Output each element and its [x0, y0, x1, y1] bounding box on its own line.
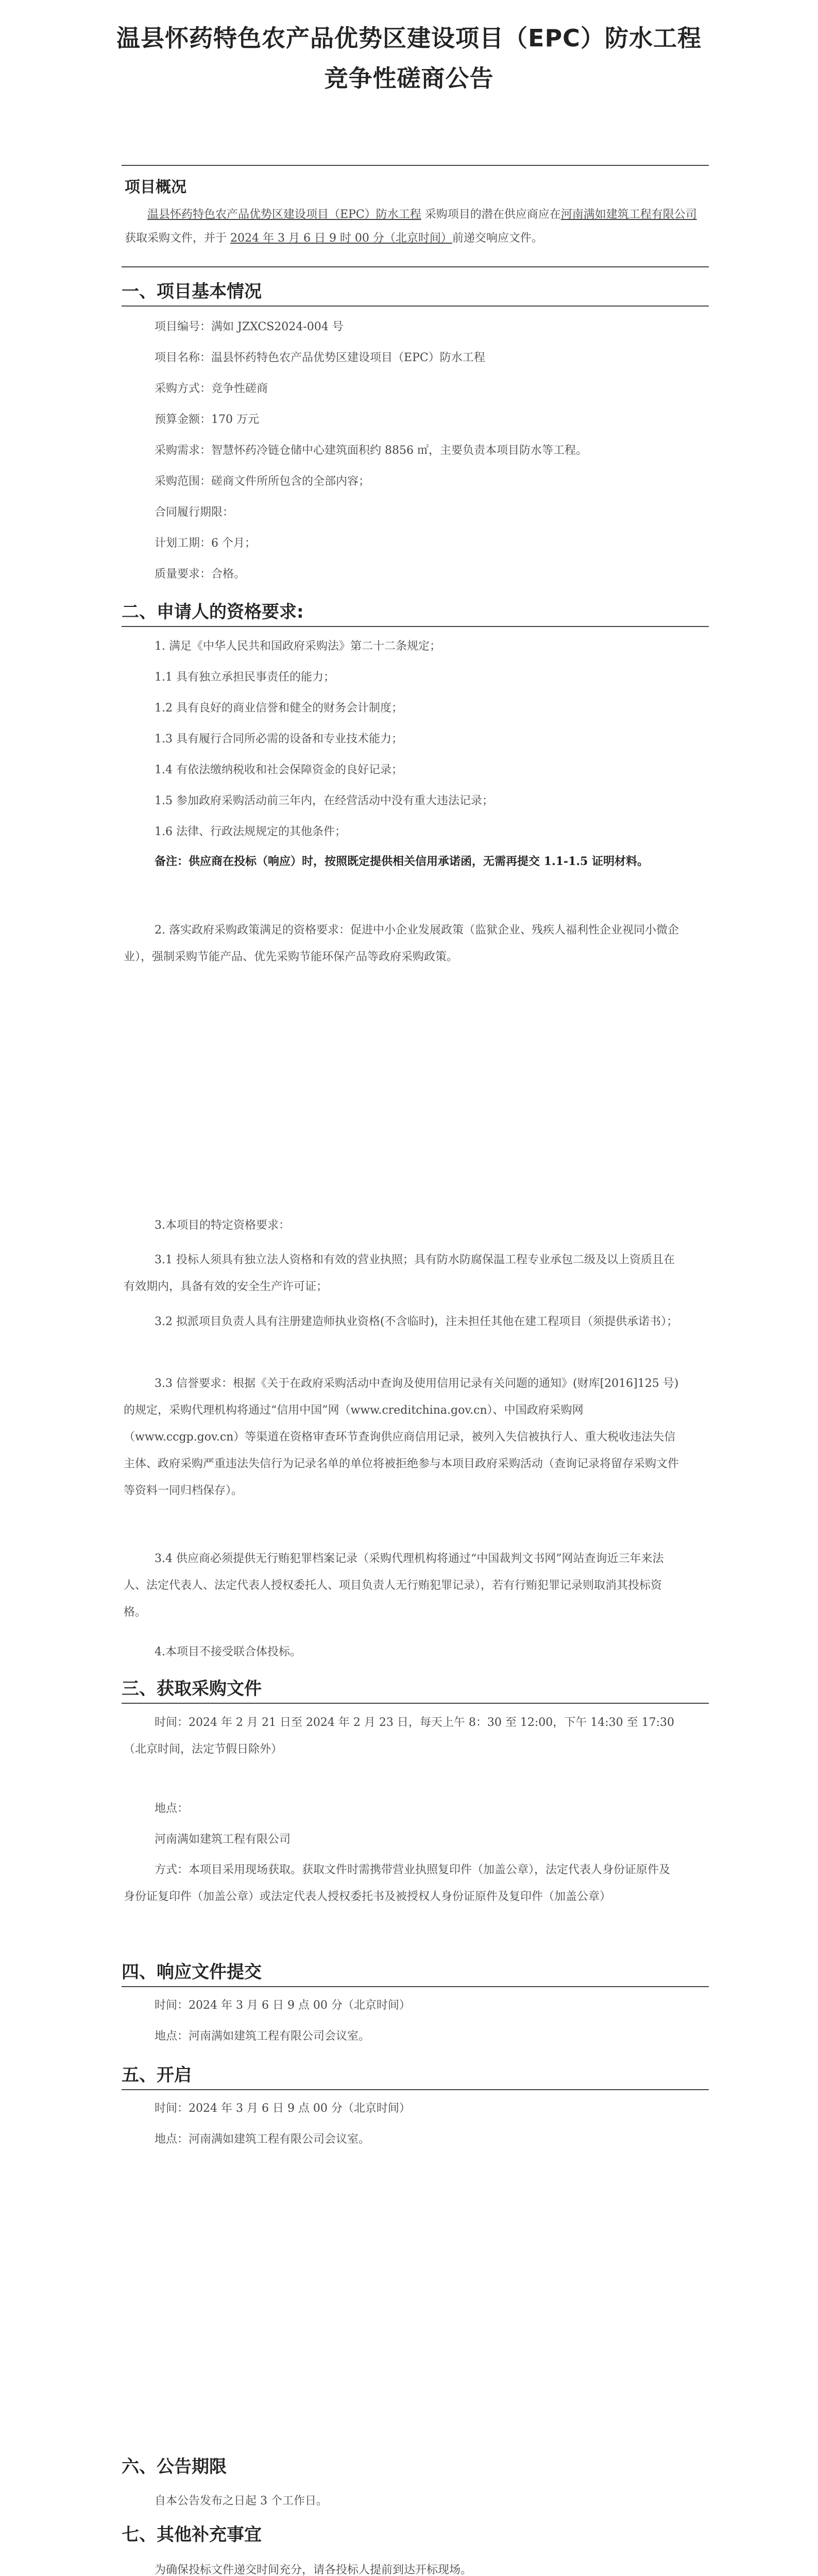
sec1-line: 项目名称：温县怀药特色农产品优势区建设项目（EPC）防水工程	[155, 351, 485, 364]
section-2-heading: 二、申请人的资格要求:	[122, 598, 709, 627]
sec1-line: 计划工期：6 个月；	[155, 537, 256, 550]
sec1-line: 项目编号：满如 JZXCS2024-004 号	[155, 320, 344, 333]
sec2-line: 1.4 有依法缴纳税收和社会保障资金的良好记录；	[155, 764, 403, 776]
overview-mid2: 获取采购文件，并于	[125, 232, 230, 245]
section-1-heading: 一、项目基本情况	[122, 277, 709, 307]
sec4-time: 时间：2024 年 3 月 6 日 9 点 00 分（北京时间）	[155, 1999, 411, 2012]
overview-deadline: 2024 年 3 月 6 日 9 时 00 分（北京时间）	[230, 232, 452, 245]
sec2-p4: 4.本项目不接受联合体投标。	[155, 1646, 301, 1658]
overview-end: 前递交响应文件。	[452, 232, 543, 245]
sec2-p31: 3.1 投标人须具有独立法人资格和有效的营业执照；具有防水防腐保温工程专业承包二级及以上资质且在有效期内，具备有效的安全生产许可证；	[124, 1253, 675, 1293]
sec1-line: 采购需求：智慧怀药冷链仓储中心建筑面积约 8856 ㎡，主要负责本项目防水等工程。	[155, 444, 587, 457]
sec2-bold-note: 备注：供应商在投标（响应）时，按照既定提供相关信用承诺函，无需再提交 1.1-1.5 证明材料。	[155, 855, 649, 868]
sec2-line: 1.6 法律、行政法规规定的其他条件；	[155, 825, 346, 838]
overview-heading: 项目概况	[125, 178, 186, 196]
sec3-method: 方式：本项目采用现场获取。获取文件时需携带营业执照复印件（加盖公章），法定代表人身份证原件及身份证复印件（加盖公章）或法定代表人授权委托书及被授权人身份证原件及复印件（加盖公章）	[124, 1863, 671, 1903]
sec1-line: 采购范围：磋商文件所所包含的全部内容；	[155, 475, 370, 488]
sec1-line: 预算金额：170 万元	[155, 413, 259, 426]
section-5-heading: 五、开启	[122, 2061, 709, 2090]
sec2-line: 1.2 具有良好的商业信誉和健全的财务会计制度；	[155, 702, 403, 715]
sec2-line: 1.1 具有独立承担民事责任的能力；	[155, 671, 335, 684]
sec7-line: 为确保投标文件递交时间充分，请各投标人提前到达开标现场。	[155, 2564, 472, 2576]
sec1-line: 合同履行期限：	[155, 506, 234, 519]
sec2-special-heading: 3.本项目的特定资格要求：	[155, 1219, 290, 1232]
overview-mid1: 采购项目的潜在供应商应在	[421, 208, 561, 221]
doc-title-line2: 竞争性磋商公告	[324, 64, 494, 92]
sec3-time: 时间：2024 年 2 月 21 日至 2024 年 2 月 23 日，每天上午 8：30 至 12:00，下午 14:30 至 17:30（北京时间，法定节假日除外）	[124, 1716, 675, 1756]
overview-company: 河南满如建筑工程有限公司	[560, 208, 697, 221]
sec1-line: 采购方式：竞争性磋商	[155, 382, 268, 395]
sec5-place: 地点：河南满如建筑工程有限公司会议室。	[155, 2133, 370, 2146]
doc-title-line1: 温县怀药特色农产品优势区建设项目（EPC）防水工程	[116, 24, 702, 52]
sec2-line: 1. 满足《中华人民共和国政府采购法》第二十二条规定；	[155, 640, 441, 653]
sec2-line: 1.5 参加政府采购活动前三年内，在经营活动中没有重大违法记录；	[155, 794, 493, 807]
sec2-policy: 2. 落实政府采购政策满足的资格要求：促进中小企业发展政策（监狱企业、残疾人福利性企业视同小微企业），强制采购节能产品、优先采购节能环保产品等政府采购政策。	[124, 924, 679, 963]
overview-box	[122, 165, 709, 267]
section-7-heading: 七、其他补充事宜	[122, 2524, 262, 2545]
sec5-time: 时间：2024 年 3 月 6 日 9 点 00 分（北京时间）	[155, 2102, 411, 2115]
sec2-p34: 3.4 供应商必须提供无行贿犯罪档案记录（采购代理机构将通过“中国裁判文书网”网站查询近三年来法人、法定代表人、法定代表人授权委托人、项目负责人无行贿犯罪记录），若有行贿犯罪记录则取消其投标资格。	[124, 1552, 664, 1619]
section-4-heading: 四、响应文件提交	[122, 1958, 709, 1987]
overview-text	[125, 203, 702, 250]
sec1-line: 质量要求：合格。	[155, 568, 246, 581]
sec3-place: 河南满如建筑工程有限公司	[155, 1833, 291, 1846]
section-6-heading: 六、公告期限	[122, 2456, 227, 2477]
sec3-place-label: 地点：	[155, 1802, 189, 1815]
sec4-place: 地点：河南满如建筑工程有限公司会议室。	[155, 2030, 370, 2043]
sec2-p33: 3.3 信誉要求：根据《关于在政府采购活动中查询及使用信用记录有关问题的通知》(财库[2016]125 号)的规定，采购代理机构将通过“信用中国”网（www.creditchina.gov.cn）、中国政府采购网（www.ccgp.gov.cn）等渠道在资格审查环节查询供应商信用记录，被列入失信被执行人、重大税收违法失信主体、政府采购严重违法失信行为记录名单的单位将被拒绝参与本项目政府采购活动（查询记录将留存采购文件等资料一同归档保存）。	[124, 1377, 679, 1497]
overview-project: 温县怀药特色农产品优势区建设项目（EPC）防水工程	[147, 208, 421, 221]
sec6-text: 自本公告发布之日起 3 个工作日。	[155, 2495, 328, 2507]
overview-pre	[125, 208, 147, 221]
sec2-p32: 3.2 拟派项目负责人具有注册建造师执业资格(不含临时)，注未担任其他在建工程项目（须提供承诺书）；	[155, 1315, 678, 1328]
sec2-line: 1.3 具有履行合同所必需的设备和专业技术能力；	[155, 733, 403, 745]
section-3-heading: 三、获取采购文件	[122, 1674, 709, 1704]
